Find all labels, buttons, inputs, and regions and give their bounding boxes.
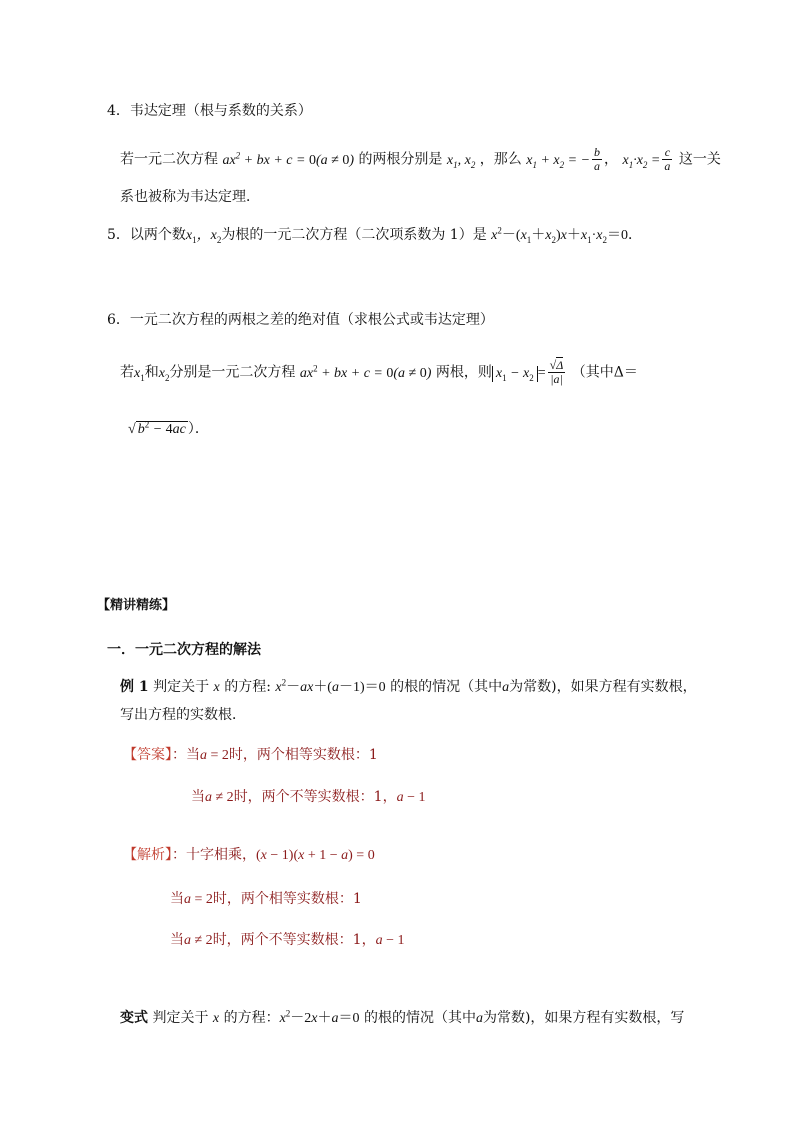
- condition: a ≠ 2: [184, 933, 213, 948]
- monic-equation: $x^2-(x_1+x_2)x+x_1\cdot x_2=0$: [491, 225, 628, 245]
- quadratic-equation: $ax^2$ + bx + c = 0(a ≠ 0): [222, 149, 354, 168]
- equation: $x^2-2x+a=0$: [279, 1008, 360, 1026]
- text: 为常数)，如果方程有实数根，写: [482, 1010, 685, 1026]
- text: 若一元二次方程: [120, 151, 218, 168]
- var-x: x: [213, 680, 220, 695]
- product-of-roots: $x_1\cdot x_2$ =: [622, 152, 661, 170]
- section-4-heading: 4．韦达定理（根与系数的关系）: [107, 103, 312, 119]
- example-1: [120, 677, 697, 698]
- section-6-heading: 6．一元二次方程的两根之差的绝对值（求根公式或韦达定理）: [107, 312, 494, 328]
- text: 的根的情况（其中: [363, 1010, 476, 1026]
- text: 时，两个不等实数根：1，: [212, 932, 376, 948]
- condition: a = 2: [184, 892, 213, 907]
- text: 的方程:: [224, 679, 271, 695]
- text: 判定关于: [153, 679, 210, 695]
- variant-label: 变式: [120, 1010, 148, 1026]
- var-x: x: [212, 1011, 220, 1026]
- analysis-line-1: [170, 889, 362, 910]
- analysis-line-0: [123, 845, 375, 866]
- sum-of-roots: $x_1 + x_2$ = −: [526, 152, 591, 170]
- vieta-statement-cont: 系也被称为韦达定理．: [120, 189, 260, 205]
- text: 两根，则: [435, 364, 492, 381]
- var-a: a: [502, 680, 510, 695]
- example-label: 例 1: [120, 679, 149, 695]
- roots-symbol: $x_1$, $x_2$: [446, 152, 476, 170]
- variant: [120, 1008, 684, 1029]
- condition: a = 2: [200, 748, 229, 763]
- text: 若: [120, 364, 134, 381]
- fraction-c-over-a: $\frac{c}{a}$: [664, 145, 671, 173]
- answer-label: 【答案】: [123, 747, 172, 763]
- text: 5．以两个数: [107, 227, 186, 243]
- text: ）．: [187, 421, 209, 437]
- root: a − 1: [375, 933, 405, 948]
- part-1-heading: 一．一元二次方程的解法: [107, 642, 261, 658]
- text: 的方程：: [223, 1010, 280, 1026]
- sqrt-discriminant: √ $b^2 - 4ac$: [128, 419, 186, 437]
- root: a − 1: [396, 790, 426, 805]
- section-5: [107, 225, 642, 246]
- text: 和: [144, 364, 159, 381]
- equation: $x^2-ax+(a-1)=0$: [275, 677, 386, 695]
- analysis-line-2: [170, 930, 405, 951]
- vieta-statement: 若一元二次方程 $ax^2$ + bx + c = 0(a ≠ 0) 的两根分别是 $x_1$, $x_2$ ，那么 $x_1 + x_2$ = − $\frac{b}{a}$ ， $x_1\cdot x_2$ = $\frac{c}{a}$ 这一关: [120, 145, 721, 173]
- fraction-b-over-a: $\frac{b}{a}$: [594, 145, 601, 173]
- root-difference-statement: 若$x_1$和$x_2$分别是一元二次方程 $ax^2$ + bx + c = 0(a ≠ 0) 两根，则 $x_1 - x_2$ = $\frac{√\Delta}{|a|}$ （其中Δ＝: [120, 358, 638, 386]
- abs-difference: $x_1 - x_2$: [492, 366, 538, 382]
- fraction-sqrt-delta-over-abs-a: $\frac{√\Delta}{|a|}$: [549, 358, 564, 386]
- answer-line-1: [123, 745, 378, 766]
- text: ，那么: [479, 151, 522, 168]
- section-title: 【精讲精练】: [97, 598, 176, 613]
- text: 时，两个相等实数根：1: [212, 891, 362, 907]
- text: （其中Δ＝: [571, 364, 638, 381]
- text: ：当: [172, 747, 200, 763]
- x2: $x_2$: [158, 365, 170, 383]
- var-a: a: [475, 1011, 483, 1026]
- x1x2: $x_1$，$x_2$: [185, 228, 222, 245]
- text: 这一关: [678, 151, 721, 168]
- text: 的两根分别是: [358, 151, 443, 168]
- discriminant-def: [128, 419, 209, 440]
- text: 为常数)，如果方程有实数根，: [509, 679, 697, 695]
- text: 时，两个相等实数根：1: [228, 747, 378, 763]
- text: ．: [628, 227, 642, 243]
- text: 的根的情况（其中: [390, 679, 503, 695]
- text: 当: [170, 932, 184, 948]
- text: 判定关于: [152, 1010, 209, 1026]
- text: 当: [170, 891, 184, 907]
- text: 当: [191, 789, 205, 805]
- text: ：十字相乘，: [172, 847, 256, 863]
- condition: a ≠ 2: [205, 790, 234, 805]
- analysis-label: 【解析】: [123, 847, 172, 863]
- quadratic-equation: $ax^2$ + bx + c = 0(a ≠ 0): [299, 362, 432, 381]
- text: 分别是一元二次方程: [169, 364, 296, 381]
- text: 时，两个不等实数根：1，: [233, 789, 397, 805]
- factored-form: (x − 1)(x + 1 − a) = 0: [256, 848, 375, 863]
- answer-line-2: [191, 787, 426, 808]
- text: 为根的一元二次方程（二次项系数为 1）是: [221, 227, 487, 243]
- example-1-cont: 写出方程的实数根．: [120, 707, 246, 723]
- x1: $x_1$: [134, 365, 145, 383]
